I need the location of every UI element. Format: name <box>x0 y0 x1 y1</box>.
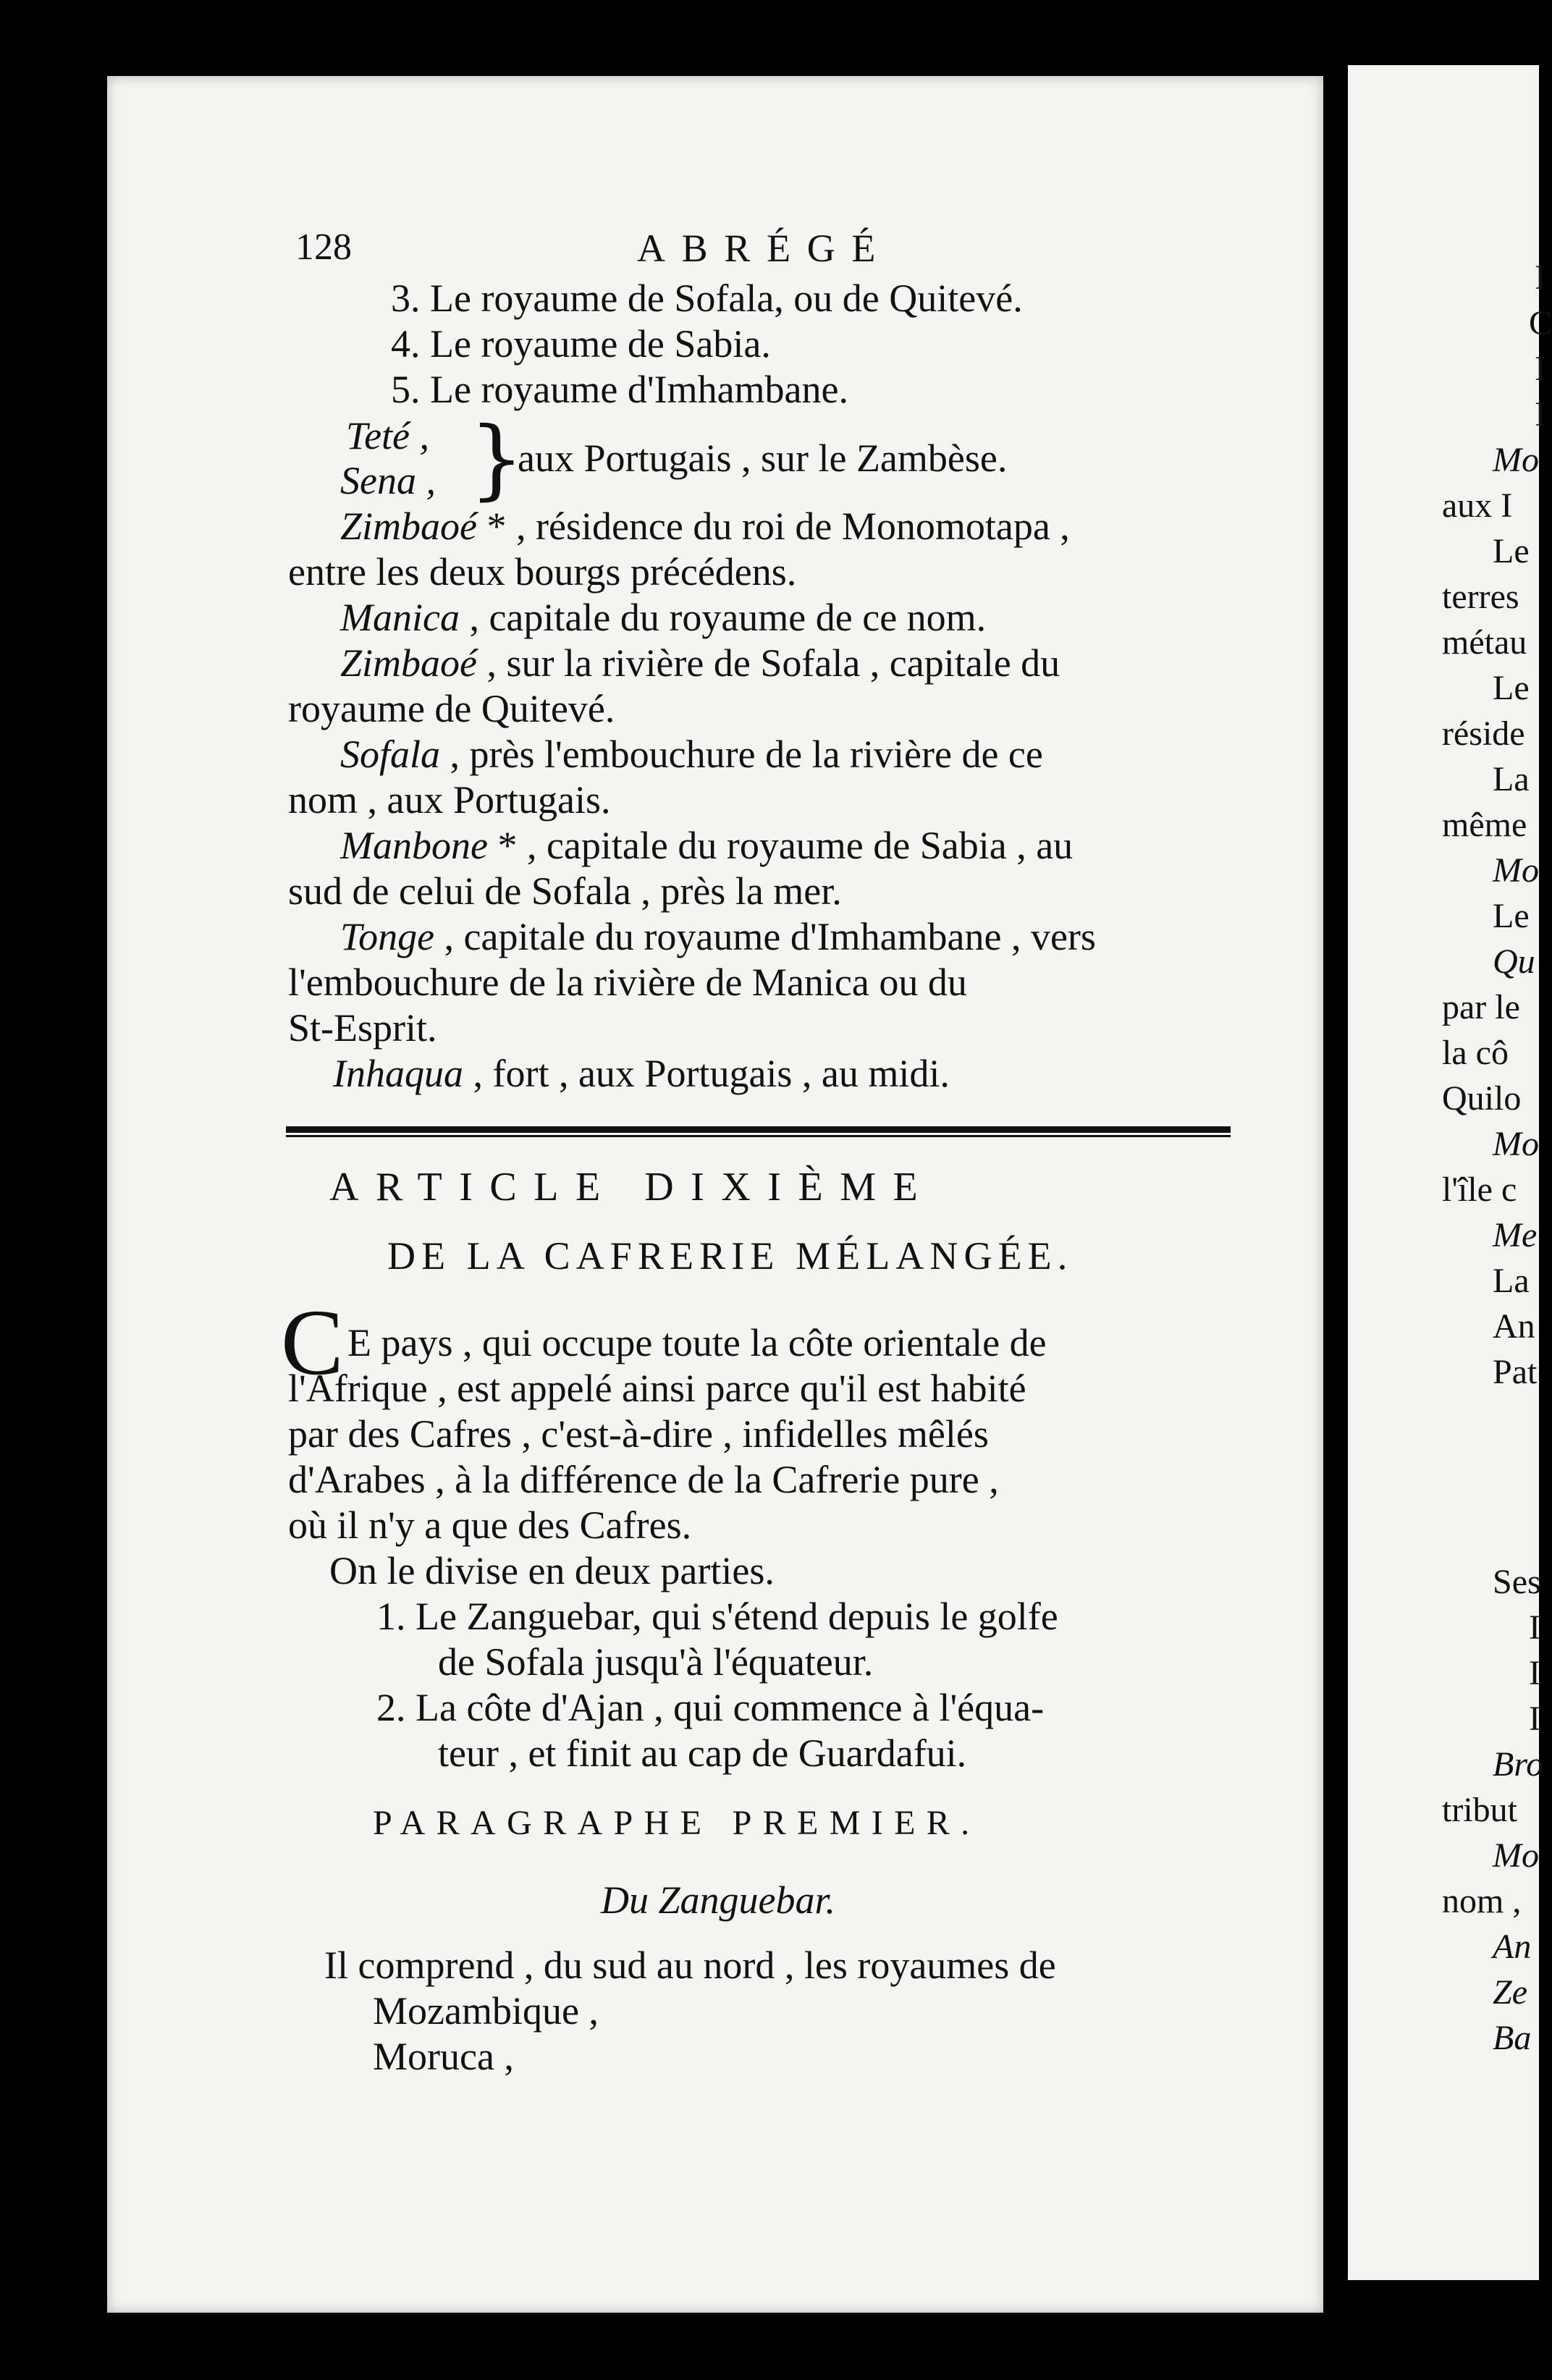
next-page-fragment: I <box>1535 258 1546 297</box>
next-page-fragment: nom , <box>1442 1882 1522 1920</box>
entry-text: , fort , aux Portugais , au midi. <box>463 1052 950 1095</box>
section-rule-thick <box>286 1126 1231 1133</box>
running-title: ABRÉGÉ <box>637 227 893 270</box>
section-rule-thin <box>286 1135 1231 1137</box>
next-page-fragment: Mo <box>1493 441 1539 479</box>
next-page-fragment: La <box>1493 760 1530 798</box>
entry-text: , capitale du royaume de ce nom. <box>459 596 987 639</box>
place-name-sena: Sena , <box>340 459 436 502</box>
next-page-fragment: la cô <box>1442 1034 1509 1072</box>
next-page-fragment: I <box>1529 1608 1540 1647</box>
next-page-fragment: aux I <box>1442 486 1513 525</box>
next-page-fragment: Ses <box>1493 1563 1541 1601</box>
entry-line <box>340 735 1043 774</box>
entry-text: , près l'embouchure de la rivière de ce <box>440 733 1043 776</box>
next-page-fragment: Mo <box>1493 851 1539 890</box>
entry-continuation: royaume de Quitevé. <box>288 687 615 730</box>
entry-continuation: l'embouchure de la rivière de Manica ou du <box>288 961 967 1004</box>
entry-name: Zimbaoé <box>340 505 477 548</box>
entry-name: Zimbaoé <box>340 641 477 685</box>
next-page-fragment: Le <box>1493 532 1530 570</box>
entry-name: Sofala <box>340 733 441 776</box>
next-page-fragment: Le <box>1493 897 1530 935</box>
next-page-fragment: Qu <box>1493 942 1535 981</box>
list-item: 4. Le royaume de Sabia. <box>391 322 771 366</box>
entry-line <box>340 917 1096 956</box>
entry-line <box>340 643 1060 683</box>
brace-symbol: } <box>469 409 525 510</box>
next-page-fragment: Bro <box>1493 1745 1544 1784</box>
paragraph-line: d'Arabes , à la différence de la Cafrerie pure , <box>288 1458 999 1501</box>
next-page-fragment: Pat <box>1493 1353 1538 1391</box>
paragraph-line: Moruca , <box>373 2035 514 2078</box>
next-page-fragment: Ba <box>1493 2019 1532 2057</box>
entry-continuation: sud de celui de Sofala , près la mer. <box>288 869 842 913</box>
next-page-fragment: I <box>1535 350 1546 388</box>
entry-line <box>333 1054 950 1093</box>
next-page-fragment: Quilo <box>1442 1079 1522 1118</box>
next-page-fragment: I <box>1529 1700 1540 1738</box>
next-page-fragment: terres <box>1442 578 1519 616</box>
next-page-fragment: Mo <box>1493 1836 1539 1875</box>
next-page-fragment: tribut <box>1442 1791 1517 1829</box>
next-page-fragment: C <box>1529 304 1552 342</box>
part-item: 2. La côte d'Ajan , qui commence à l'équa- <box>376 1686 1045 1729</box>
next-page-fragment: An <box>1493 1307 1535 1346</box>
paragraph-subtitle: Du Zanguebar. <box>601 1878 836 1922</box>
next-page-edge <box>1348 65 1552 2280</box>
next-page-fragment: I <box>1529 1654 1540 1692</box>
part-item: 1. Le Zanguebar, qui s'étend depuis le golfe <box>376 1595 1058 1638</box>
brace-text: aux Portugais , sur le Zambèse. <box>518 436 1008 480</box>
article-subtitle: DE LA CAFRERIE MÉLANGÉE. <box>387 1234 1074 1278</box>
next-page-fragment: l'île c <box>1442 1170 1517 1209</box>
paragraph-line: Il comprend , du sud au nord , les royaumes de <box>324 1944 1056 1987</box>
entry-name: Inhaqua <box>333 1052 463 1095</box>
next-page-fragment: métau <box>1442 623 1527 662</box>
next-page-fragment: An <box>1493 1928 1532 1966</box>
paragraph-line: On le divise en deux parties. <box>329 1549 775 1592</box>
entry-line <box>340 826 1073 865</box>
next-page-fragment: même <box>1442 806 1527 844</box>
paragraph-line: E pays , qui occupe toute la côte orientale de <box>347 1321 1047 1364</box>
entry-continuation: nom , aux Portugais. <box>288 778 611 822</box>
paragraph-line: l'Afrique , est appelé ainsi parce qu'il est habité <box>288 1367 1026 1410</box>
entry-text: , capitale du royaume d'Imhambane , vers <box>434 915 1096 958</box>
list-item: 5. Le royaume d'Imhambane. <box>391 368 848 411</box>
next-page-fragment: réside <box>1442 714 1525 753</box>
next-page-fragment: La <box>1493 1262 1530 1300</box>
paragraph-line: Mozambique , <box>373 1989 599 2033</box>
paragraph-line: par des Cafres , c'est-à-dire , infidelles mêlés <box>288 1412 989 1456</box>
entry-line <box>340 507 1070 546</box>
paragraph-line: où il n'y a que des Cafres. <box>288 1503 692 1547</box>
entry-text: * , capitale du royaume de Sabia , au <box>487 824 1074 867</box>
part-item-continuation: teur , et finit au cap de Guardafui. <box>438 1731 967 1775</box>
entry-name: Manbone <box>340 824 488 867</box>
article-title: ARTICLE DIXIÈME <box>329 1165 935 1210</box>
paragraph-title: PARAGRAPHE PREMIER. <box>373 1804 981 1842</box>
entry-line <box>340 598 986 637</box>
entry-continuation: entre les deux bourgs précédens. <box>288 550 797 594</box>
next-page-fragment: Ze <box>1493 1973 1527 2012</box>
list-item: 3. Le royaume de Sofala, ou de Quitevé. <box>391 277 1023 320</box>
place-name-tete: Teté , <box>346 414 430 457</box>
entry-name: Tonge <box>340 915 435 958</box>
entry-name: Manica <box>340 596 460 639</box>
part-item-continuation: de Sofala jusqu'à l'équateur. <box>438 1640 874 1684</box>
page-number: 128 <box>295 227 352 268</box>
drop-cap: C <box>281 1291 344 1395</box>
entry-continuation: St-Esprit. <box>288 1006 437 1050</box>
entry-text: , sur la rivière de Sofala , capitale du <box>477 641 1060 685</box>
next-page-fragment: Me <box>1493 1216 1538 1254</box>
next-page-fragment: Le <box>1493 669 1530 707</box>
next-page-fragment: par le <box>1442 988 1520 1026</box>
next-page-fragment: I <box>1535 395 1546 434</box>
next-page-fragment: Mo <box>1493 1125 1539 1163</box>
entry-text: * , résidence du roi de Monomotapa , <box>477 505 1070 548</box>
